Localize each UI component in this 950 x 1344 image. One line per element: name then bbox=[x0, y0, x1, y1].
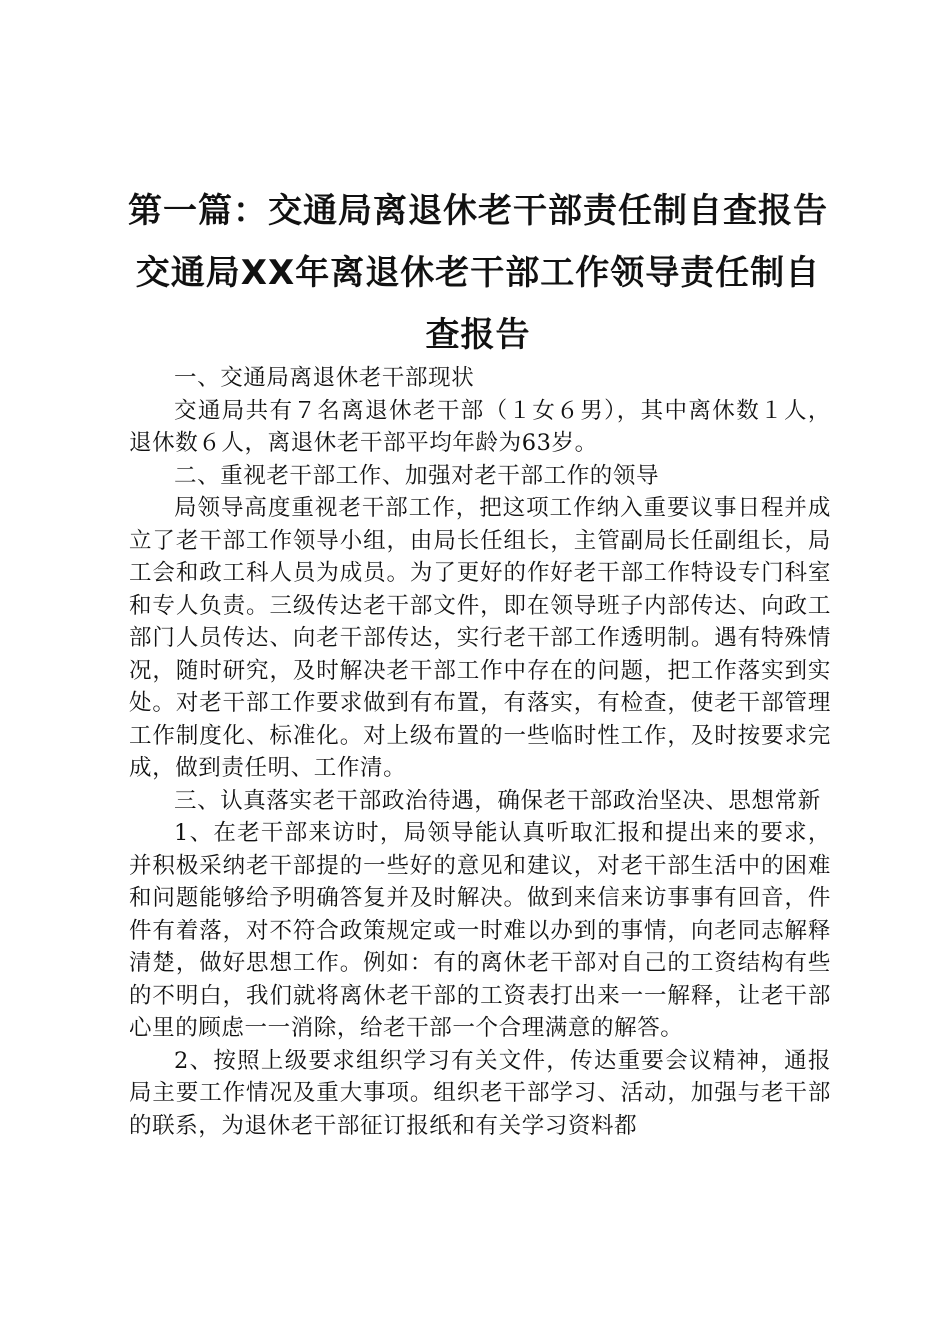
title-line-1: 第一篇：交通局离退休老干部责任制自查报告 bbox=[128, 191, 828, 231]
document-body bbox=[129, 362, 831, 1142]
paragraph-item-1: 1、在老干部来访时，局领导能认真听取汇报和提出来的要求，并积极采纳老干部提的一些好的意见和建议，对老干部生活中的困难和问题能够给予明确答复并及时解决。做到来信来访事事有回音，件件有着落，对不符合政策规定或一时难以办到的事情，向老同志解释清楚，做好思想工作。例如：有的离休老干部对自己的工资结构有些的不明白，我们就将离休老干部的工资表打出来一一解释，让老干部心里的顾虑一一消除，给老干部一个合理满意的解答。 bbox=[129, 820, 831, 1041]
section-heading-2: 二、重视老干部工作、加强对老干部工作的领导 bbox=[174, 462, 660, 489]
paragraph-status: 交通局共有７名离退休老干部（１女６男），其中离休数１人，退休数６人，离退休老干部平均年龄为63岁。 bbox=[129, 397, 831, 456]
paragraph-leadership: 局领导高度重视老干部工作，把这项工作纳入重要议事日程并成立了老干部工作领导小组，由局长任组长，主管副局长任副组长，局工会和政工科人员为成员。为了更好的作好老干部工作特设专门科室和专人负责。三级传达老干部文件，即在领导班子内部传达、向政工部门人员传达、向老干部传达，实行老干部工作透明制。遇有特殊情况，随时研究，及时解决老干部工作中存在的问题，把工作落实到实处。对老干部工作要求做到有布置，有落实，有检查，使老干部管理工作制度化、标准化。对上级布置的一些临时性工作，及时按要求完成，做到责任明、工作清。 bbox=[129, 495, 831, 781]
section-heading-3: 三、认真落实老干部政治待遇，确保老干部政治坚决、思想常新 bbox=[174, 787, 821, 814]
section-heading-1: 一、交通局离退休老干部现状 bbox=[174, 365, 475, 391]
document-title bbox=[120, 180, 836, 366]
title-line-3: 查报告 bbox=[425, 315, 531, 355]
paragraph-item-2: 2、按照上级要求组织学习有关文件，传达重要会议精神，通报局主要工作情况及重大事项。组织老干部学习、活动，加强与老干部的联系，为退休老干部征订报纸和有关学习资料都 bbox=[129, 1047, 831, 1139]
title-line-2: 交通局XX年离退休老干部工作领导责任制自 bbox=[135, 253, 821, 293]
